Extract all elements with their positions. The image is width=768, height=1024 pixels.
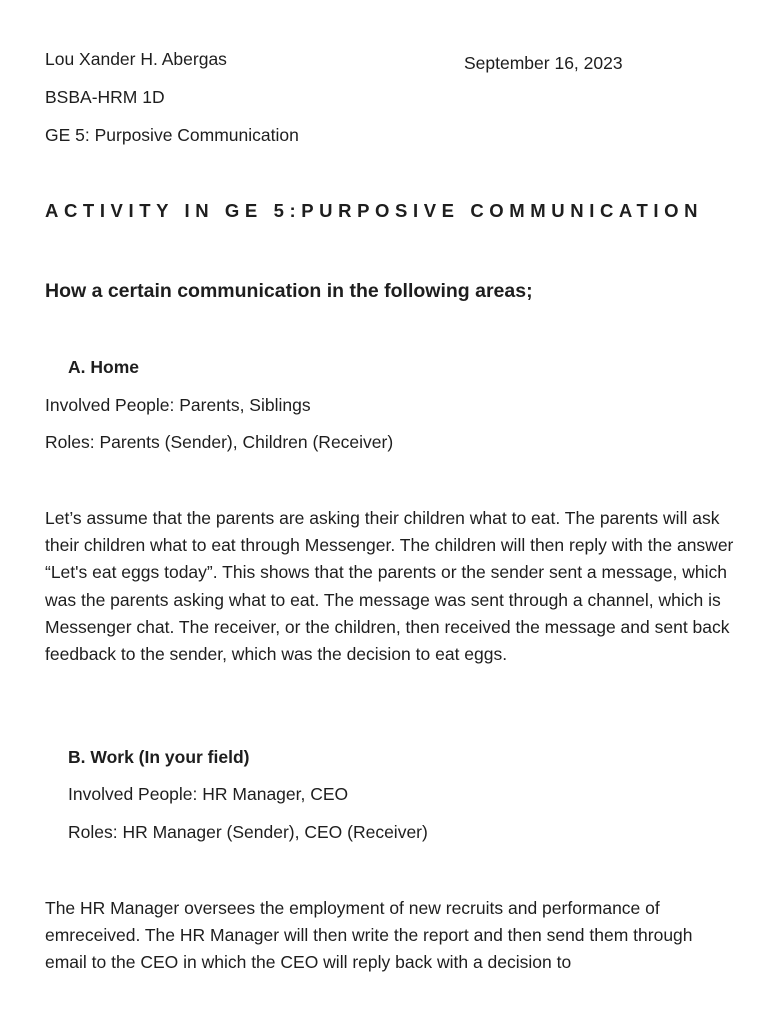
activity-title: ACTIVITY IN GE 5:PURPOSIVE COMMUNICATION bbox=[45, 200, 704, 221]
home-involved-people: Involved People: Parents, Siblings bbox=[45, 395, 311, 415]
author-name: Lou Xander H. Abergas bbox=[45, 49, 227, 69]
work-roles: Roles: HR Manager (Sender), CEO (Receiver) bbox=[68, 822, 428, 842]
home-section-heading: A. Home bbox=[68, 357, 139, 377]
work-involved-people: Involved People: HR Manager, CEO bbox=[68, 784, 349, 804]
document-date: September 16, 2023 bbox=[464, 53, 623, 73]
work-paragraph: The HR Manager oversees the employment of new recruits and performance of emreceived. The HR Manager will then write the report and then send them through email to the CEO in which the CEO will reply back with a decision to bbox=[45, 898, 693, 973]
course-name: GE 5: Purposive Communication bbox=[45, 125, 299, 145]
work-section-heading: B. Work (In your field) bbox=[68, 747, 250, 767]
home-roles: Roles: Parents (Sender), Children (Receiver) bbox=[45, 432, 394, 452]
home-paragraph: Let’s assume that the parents are asking their children what to eat. The parents will ask their children what to eat through Messenger. The children will then reply with the answer “Let's eat eggs today”. This shows that the parents or the sender sent a message, which was the parents asking what to eat. The message was sent through a channel, which is Messenger chat. The receiver, or the children, then received the message and sent back feedback to the sender, which was the decision to eat eggs. bbox=[45, 508, 734, 665]
activity-question: How a certain communication in the following areas; bbox=[45, 280, 533, 302]
class-section: BSBA-HRM 1D bbox=[45, 87, 165, 107]
